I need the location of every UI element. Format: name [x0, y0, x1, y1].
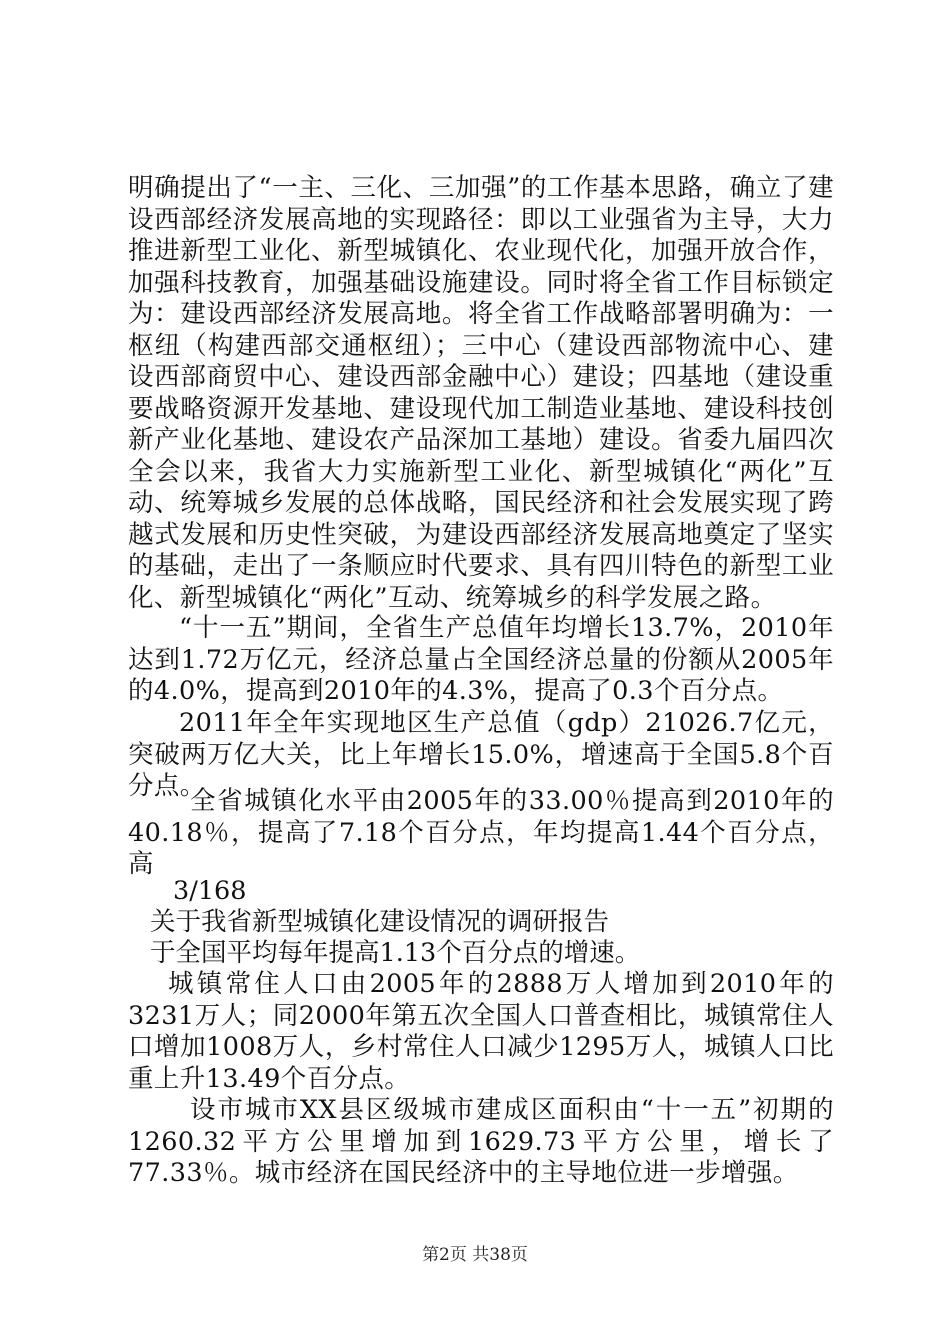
paragraph-urban-population: 城镇常住人口由2005年的2888万人增加到2010年的3231万人；同2000年第五次全国人口普查相比，城镇常住人口增加1008万人，乡村常住人口减少1295万人，城镇人口比重上升13.49个百分点。	[128, 969, 834, 1094]
paragraph-gdp-growth: “十一五”期间，全省生产总值年均增长13.7%，2010年达到1.72万亿元，经济总量占全国经济总量的份额从2005年的4.0%，提高到2010年的4.3%，提高了0.3个百分点。	[128, 613, 834, 706]
paragraph-built-area: 设市城市XX县区级城市建成区面积由“十一五”初期的1260.32平方公里增加到1629.73平方公里，增长了77.33％。城市经济在国民经济中的主导地位进一步增强。	[128, 1095, 834, 1188]
paragraph-urbanization-level: 全省城镇化水平由2005年的33.00％提高到2010年的40.18％，提高了7.18个百分点，年均提高1.44个百分点，高	[128, 786, 834, 879]
paragraph-gdp-2011: 2011年全年实现地区生产总值（gdp）21026.7亿元，突破两万亿大关，比上年增长15.0%，增速高于全国5.8个百分点。	[128, 708, 834, 801]
page-marker: 3/168	[173, 876, 247, 906]
paragraph-continuation: 于全国平均每年提高1.13个百分点的增速。	[150, 938, 641, 968]
page-footer: 第2页 共38页	[422, 1245, 528, 1265]
running-title: 关于我省新型城镇化建设情况的调研报告	[150, 907, 610, 937]
paragraph-strategy: 明确提出了“一主、三化、三加强”的工作基本思路，确立了建设西部经济发展高地的实现路径：即以工业强省为主导，大力推进新型工业化、新型城镇化、农业现代化，加强开放合作，加强科技教育，加强基础设施建设。同时将全省工作目标锁定为：建设西部经济发展高地。将全省工作战略部署明确为：一枢纽（构建西部交通枢纽）；三中心（建设西部物流中心、建设西部商贸中心、建设西部金融中心）建设；四基地（建设重要战略资源开发基地、建设现代加工制造业基地、建设科技创新产业化基地、建设农产品深加工基地）建设。省委九届四次全会以来，我省大力实施新型工业化、新型城镇化“两化”互动、统筹城乡发展的总体战略，国民经济和社会发展实现了跨越式发展和历史性突破，为建设西部经济发展高地奠定了坚实的基础，走出了一条顺应时代要求、具有四川特色的新型工业化、新型城镇化“两化”互动、统筹城乡的科学发展之路。	[128, 173, 834, 613]
